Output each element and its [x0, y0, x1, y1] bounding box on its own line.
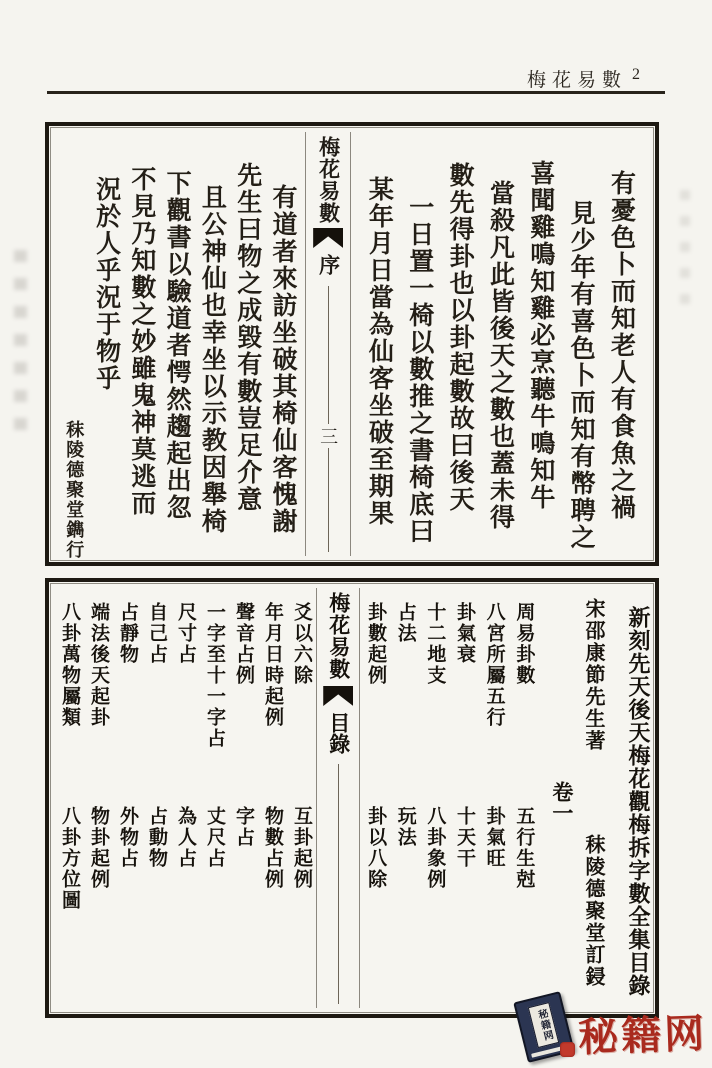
toc-left-entries: [55, 588, 316, 1008]
toc-entry: 互卦起例: [291, 806, 313, 890]
seal-icon: [560, 1042, 575, 1057]
toc-entry: 占動物: [146, 806, 168, 869]
preface-column: 有憂色卜而知老人有食魚之禍: [607, 170, 635, 521]
toc-right-entries: [360, 588, 539, 1008]
toc-content: [55, 588, 649, 1008]
toc-entry: 占法: [394, 602, 416, 644]
toc-entry: 八宮所屬五行: [483, 602, 505, 728]
preface-column: 先生曰物之成毀有數豈足介意: [233, 162, 261, 513]
preface-column: 一日置一椅以數推之書椅底曰: [405, 194, 433, 545]
preface-column: 某年月日當為仙客坐破至期果: [365, 176, 393, 527]
preface-column: 見少年有喜色卜而知有幣聘之: [567, 200, 595, 551]
toc-entry: 八卦方位圖: [59, 806, 81, 911]
fishtail-icon: [313, 228, 343, 248]
preface-column: 且公神仙也幸坐以示教因舉椅: [198, 184, 226, 535]
author-credit: 宋邵康節先生著: [582, 598, 605, 752]
toc-column: [142, 588, 171, 1008]
publisher-colophon: 秣陵德聚堂鐫行: [64, 420, 85, 560]
preface-column: 數先得卦也以卦起數故曰後天: [446, 162, 474, 513]
scan-smudge: [14, 250, 27, 440]
toc-entry: 五行生尅: [513, 806, 535, 890]
toc-entry: 占靜物: [117, 602, 139, 665]
fishtail-icon: [323, 686, 353, 706]
book-cover-label: [528, 1002, 560, 1048]
toc-entry: 爻以六除: [291, 602, 313, 686]
toc-column: [420, 588, 449, 1008]
toc-column: [450, 588, 479, 1008]
toc-entry: 物數占例: [262, 806, 284, 890]
publisher-credit: 秣陵德聚堂訂鋟: [582, 834, 605, 988]
author-publisher-column: [572, 588, 614, 1008]
preface-column: 有道者來訪坐破其椅仙客愧謝: [268, 184, 296, 535]
toc-entry: 端法後天起卦: [88, 602, 110, 728]
book-cover-label-text: 秘籍网: [534, 1007, 554, 1043]
toc-entry: 十天干: [454, 806, 476, 869]
toc-entry: 丈尺占: [204, 806, 226, 869]
banxin-rule: [328, 286, 329, 552]
toc-entry: 卦數起例: [365, 602, 387, 686]
preface-left-columns: [55, 132, 305, 560]
toc-entry: 卦以八除: [365, 806, 387, 890]
toc-column: [287, 588, 316, 1008]
header-rule: [47, 91, 665, 94]
toc-entry: 物卦起例: [88, 806, 110, 890]
volume-label: 卷一: [549, 781, 574, 823]
banxin-title: 梅花易數: [316, 136, 341, 224]
folio-number: 三: [319, 424, 337, 448]
preface-right-columns: [351, 132, 649, 556]
page-header-title: 梅花易數: [527, 70, 628, 91]
center-fold-column: [305, 132, 351, 556]
toc-entry: 八卦萬物屬類: [59, 602, 81, 728]
toc-entry: 年月日時起例: [262, 602, 284, 728]
preface-column: 喜聞雞鳴知雞必烹聽牛鳴知牛: [526, 160, 554, 511]
toc-entry: 卦氣衰: [454, 602, 476, 665]
toc-frame: [45, 578, 659, 1018]
toc-column: [200, 588, 229, 1008]
toc-column: [55, 588, 84, 1008]
banxin-section-label: 目錄: [326, 712, 351, 754]
center-fold-column: [316, 588, 360, 1008]
toc-column: [480, 588, 509, 1008]
toc-entry: 卦氣旺: [483, 806, 505, 869]
toc-entry: 外物占: [117, 806, 139, 869]
toc-column: [509, 588, 538, 1008]
toc-column: [229, 588, 258, 1008]
site-watermark: [514, 996, 710, 1066]
toc-entry: 八卦象例: [424, 806, 446, 890]
toc-entry: 尺寸占: [175, 602, 197, 665]
toc-column: [258, 588, 287, 1008]
preface-column: 不見乃知數之妙雖鬼神莫逃而: [127, 166, 155, 517]
toc-entry: 一字至十一字占: [204, 602, 226, 749]
preface-column: 況於人乎況于物乎: [92, 176, 120, 392]
toc-column: [171, 588, 200, 1008]
toc-column: [113, 588, 142, 1008]
toc-entry: 玩法: [394, 806, 416, 848]
preface-column: 下觀書以驗道者愕然趨起出忽: [163, 170, 191, 521]
toc-entry: 十二地支: [424, 602, 446, 686]
toc-entry: 周易卦數: [513, 602, 535, 686]
banxin-section-label: 序: [316, 254, 341, 275]
banxin-rule: [338, 764, 339, 1004]
toc-entry: 自己占: [146, 602, 168, 665]
preface-frame: [45, 122, 659, 566]
preface-column: 當殺凡此皆後天之數也蓋未得: [486, 180, 514, 531]
toc-entry: 為人占: [175, 806, 197, 869]
watermark-text: 秘籍网: [577, 1010, 708, 1061]
scan-smudge: [680, 190, 690, 310]
toc-entry: 字占: [233, 806, 255, 848]
banxin-title: 梅花易數: [326, 592, 351, 680]
toc-entry: 聲音占例: [233, 602, 255, 686]
page-number: 2: [632, 66, 640, 83]
toc-column: [361, 588, 390, 1008]
toc-column: [84, 588, 113, 1008]
toc-column: [391, 588, 420, 1008]
preface-content: [55, 132, 649, 560]
book-title: 新刻先天後天梅花觀梅拆字數全集目錄: [626, 605, 651, 997]
